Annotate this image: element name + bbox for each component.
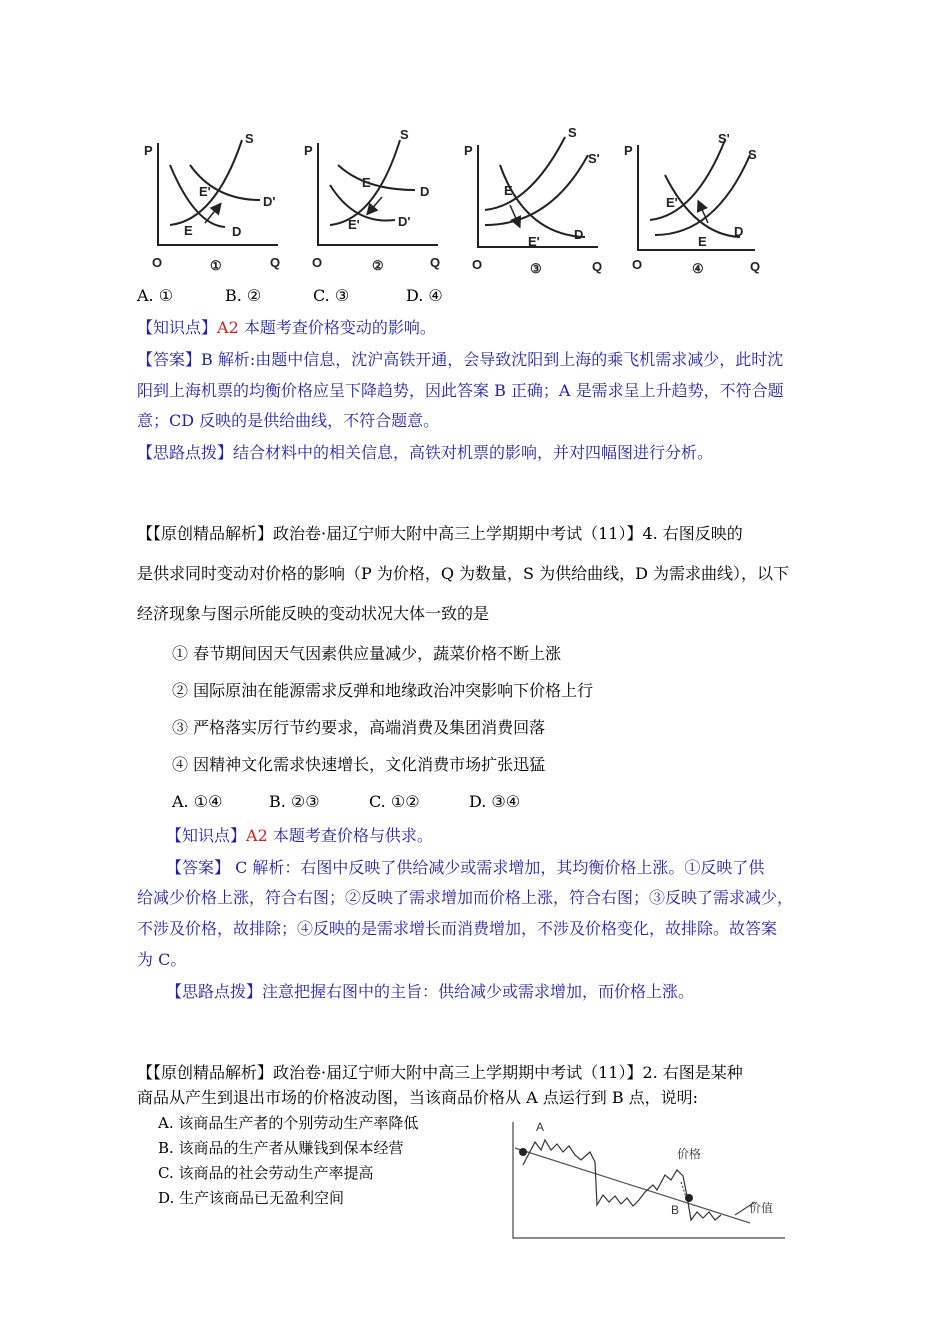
q2-item-2: ② 国际原油在能源需求反弹和地缘政治冲突影响下价格上行: [172, 681, 594, 700]
q1-knowledge-point: [137, 318, 436, 338]
g4-p-label: P: [624, 143, 633, 158]
g2-s-label: S: [400, 127, 409, 142]
q1-options: [137, 286, 443, 306]
g2-d-label: D: [420, 184, 430, 199]
g3-q-label: Q: [592, 259, 603, 274]
q2-answer-line-1: 【答案】 C 解析：右图中反映了供给减少或需求增加，其均衡价格上涨。①反映了供: [166, 858, 765, 877]
g3-e2-label: E': [528, 234, 540, 249]
point-a-marker: [519, 1148, 527, 1156]
q2-option-a: A. ①④: [172, 792, 223, 811]
q1-option-a: A. ①: [137, 286, 174, 305]
q2-kp-tag: 【知识点】: [166, 826, 247, 845]
q2-item-3: ③ 严格落实厉行节约要求，高端消费及集团消费回落: [172, 718, 546, 737]
g3-p-label: P: [464, 143, 473, 158]
q1-kp-tag: 【知识点】: [137, 318, 218, 337]
g2-p-label: P: [304, 143, 313, 158]
q2-knowledge-point: [166, 826, 433, 846]
g1-d2-label: D': [263, 194, 276, 209]
q3-option-c: C. 该商品的社会劳动生产率提高: [158, 1164, 374, 1182]
q2-options: [172, 792, 520, 812]
q3-option-d: D. 生产该商品已无盈利空间: [158, 1189, 345, 1207]
g1-s-label: S: [245, 131, 254, 146]
q1-answer-line-2: 阳到上海机票的均衡价格应呈下降趋势，因此答案 B 正确；A 是需求呈上升趋势，不符合题: [137, 381, 784, 400]
q1-answer-line-1: 【答案】B 解析:由题中信息，沈沪高铁开通，会导致沈阳到上海的乘飞机需求减少，此时沈: [137, 350, 784, 369]
price-fluctuation-figure: [505, 1120, 790, 1245]
q2-answer-line-2: 给减少价格上涨，符合右图；②反映了需求增加而价格上涨，符合右图；③反映了需求减少，: [137, 888, 794, 907]
g2-number: ②: [372, 258, 384, 273]
g1-o-label: O: [152, 255, 163, 270]
q1-tip: 【思路点拨】结合材料中的相关信息，高铁对机票的影响，并对四幅图进行分析。: [137, 443, 714, 462]
g4-number: ④: [692, 261, 704, 276]
g3-d-label: D: [574, 227, 584, 242]
q2-answer-line-4: 为 C。: [137, 950, 187, 969]
g2-e-label: E: [362, 175, 371, 190]
q2-option-d: D. ③④: [469, 792, 521, 811]
g3-s-label: S: [568, 125, 577, 140]
q2-stem-line-2: 是供求同时变动对价格的影响（P 为价格，Q 为数量，S 为供给曲线，D 为需求曲线），以下: [137, 564, 790, 583]
g4-o-label: O: [632, 257, 643, 272]
q1-kp-code: A2: [217, 318, 239, 337]
g4-e-label: E: [698, 234, 707, 249]
point-b-label: B: [671, 1203, 680, 1217]
g4-d-label: D: [734, 224, 744, 239]
value-line: [515, 1148, 750, 1223]
q2-kp-code: A2: [246, 826, 268, 845]
q2-answer-line-3: 不涉及价格，故排除；④反映的是需求增长而消费增加，不涉及价格变化，故排除。故答案: [137, 919, 778, 938]
g3-number: ③: [530, 261, 542, 276]
g1-number: ①: [210, 258, 222, 273]
g2-e2-label: E': [348, 217, 360, 232]
g2-d2-label: D': [398, 214, 411, 229]
g4-s-label: S: [748, 147, 757, 162]
point-b-marker: [685, 1194, 693, 1202]
g1-e2-label: E': [199, 184, 211, 199]
q2-option-b: B. ②③: [269, 792, 320, 811]
g1-p-label: P: [144, 143, 153, 158]
g4-e2-label: E': [666, 195, 678, 210]
q2-stem-line-1: 【【原创精品解析】政治卷·届辽宁师大附中高三上学期期中考试（11）】4. 右图反映的: [137, 524, 743, 543]
q1-option-d: D. ④: [406, 286, 443, 305]
q2-option-c: C. ①②: [369, 792, 420, 811]
q1-answer-line-3: 意；CD 反映的是供给曲线，不符合题意。: [137, 411, 440, 430]
g2-o-label: O: [312, 255, 323, 270]
g3-e-label: E: [504, 183, 513, 198]
g1-d-label: D: [232, 224, 242, 239]
g4-s2-label: S': [718, 131, 730, 146]
q1-option-c: C. ③: [313, 286, 350, 305]
q2-item-1: ① 春节期间因天气因素供应量减少，蔬菜价格不断上涨: [172, 644, 562, 663]
point-a-label: A: [536, 1120, 545, 1134]
q3-option-a: A. 该商品生产者的个别劳动生产率降低: [158, 1114, 419, 1132]
q1-option-b: B. ②: [225, 286, 262, 305]
g2-q-label: Q: [430, 255, 441, 270]
q2-stem-line-3: 经济现象与图示所能反映的变动状况大体一致的是: [137, 604, 490, 623]
g1-q-label: Q: [270, 255, 281, 270]
q2-tip: 【思路点拨】注意把握右图中的主旨：供给减少或需求增加，而价格上涨。: [166, 982, 695, 1001]
q2-kp-text: 本题考查价格与供求。: [267, 826, 433, 845]
g4-q-label: Q: [750, 259, 761, 274]
q1-kp-text: 本题考查价格变动的影响。: [238, 318, 436, 337]
q2-item-4: ④ 因精神文化需求快速增长，文化消费市场扩张迅猛: [172, 755, 546, 774]
value-label: 价值: [749, 1201, 774, 1215]
q3-stem-line-2: 商品从产生到退出市场的价格波动图，当该商品价格从 A 点运行到 B 点，说明:: [137, 1088, 699, 1107]
supply-demand-graphs: [130, 125, 770, 280]
g1-e-label: E: [184, 223, 193, 238]
g3-o-label: O: [472, 257, 483, 272]
q3-option-b: B. 该商品的生产者从赚钱到保本经营: [158, 1139, 404, 1157]
g3-s2-label: S': [588, 151, 600, 166]
price-label: 价格: [677, 1147, 702, 1161]
q3-stem-line-1: 【【原创精品解析】政治卷·届辽宁师大附中高三上学期期中考试（11）】2. 右图是某种: [137, 1063, 743, 1082]
graph-1: [158, 140, 278, 245]
